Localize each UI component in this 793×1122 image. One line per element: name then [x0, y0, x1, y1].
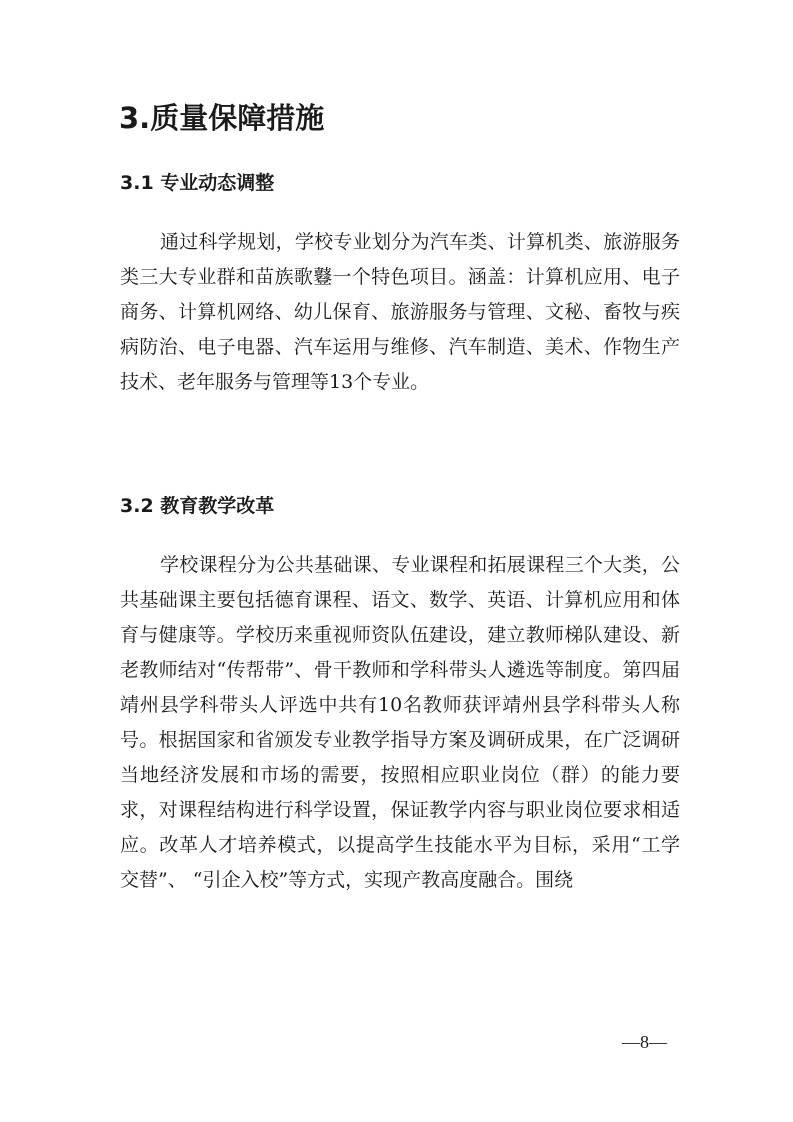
page-number: —8—	[622, 1032, 667, 1052]
page-title: 3.质量保障措施	[119, 101, 325, 135]
section-heading-3-1: 3.1 专业动态调整	[120, 172, 275, 194]
section-heading-3-2: 3.2 教育教学改革	[120, 495, 275, 517]
section-paragraph-3-1: 通过科学规划，学校专业划分为汽车类、计算机类、旅游服务类三大专业群和苗族歌鼟一个特色项目。涵盖：计算机应用、电子商务、计算机网络、幼儿保育、旅游服务与管理、文秘、畜牧与疾病防治、电子电器、汽车运用与维修、汽车制造、美术、作物生产技术、老年服务与管理等13个专业。	[120, 231, 680, 393]
section-paragraph-3-2: 学校课程分为公共基础课、专业课程和拓展课程三个大类，公共基础课主要包括德育课程、语文、数学、英语、计算机应用和体育与健康等。学校历来重视师资队伍建设，建立教师梯队建设、新老教师结对“传帮带”、骨干教师和学科带头人遴选等制度。第四届靖州县学科带头人评选中共有10名教师获评靖州县学科带头人称号。根据国家和省颁发专业教学指导方案及调研成果，在广泛调研当地经济发展和市场的需要，按照相应职业岗位（群）的能力要求，对课程结构进行科学设置，保证教学内容与职业岗位要求相适应。改革人才培养模式，以提高学生技能水平为目标，采用“工学交替”、 “引企入校”等方式，实现产教高度融合。围绕	[120, 554, 680, 891]
